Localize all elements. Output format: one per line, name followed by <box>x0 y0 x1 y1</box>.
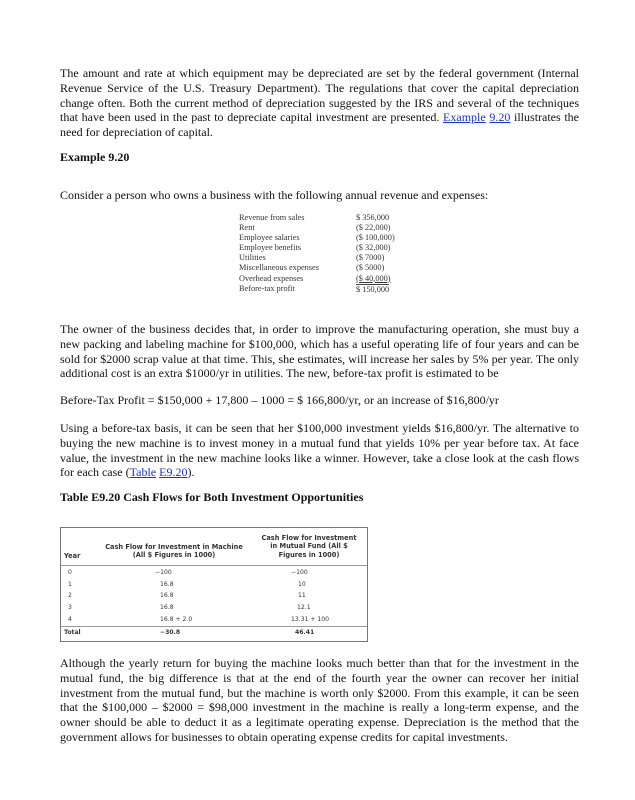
table-heading: Table E9.20 Cash Flows for Both Investment Opportunities <box>60 490 364 504</box>
year-cell: 0 <box>68 569 72 576</box>
example-link[interactable]: Example <box>443 110 486 125</box>
rent-row: Rent ($ 22,000) <box>239 223 391 233</box>
machine-cell: 16.8 <box>160 581 174 588</box>
fund-cell: 12.1 <box>297 604 311 611</box>
fund-cell: 10 <box>298 581 306 588</box>
machine-header: Cash Flow for Investment in Machine (All $ Figures in 1000) <box>105 543 243 560</box>
fund-cell: 11 <box>298 592 306 599</box>
year-cell: 1 <box>68 581 72 588</box>
salaries-row: Employee salaries ($ 100,000) <box>239 233 395 243</box>
cash-flow-table <box>60 527 368 642</box>
comparison-paragraph <box>60 421 579 480</box>
table-link[interactable]: Table <box>129 465 157 480</box>
revenue-row: Revenue from sales $ 356,000 <box>239 213 390 222</box>
year-header: Year <box>64 552 81 560</box>
overhead-row: Overhead expenses ($ 40,000) <box>239 273 391 283</box>
misc-row: Miscellaneous expenses ($ 5000) <box>239 263 385 273</box>
fund-header: Cash Flow for Investment in Mutual Fund (All $ Figures in 1000) <box>261 534 357 559</box>
machine-cell: 16.8 + 2.0 <box>160 616 193 623</box>
total-label: Total <box>64 629 81 636</box>
comparison-text: Using a before-tax basis, it can be seen that her $100,000 investment yields $16,800/yr. The alternative to buying the new machine is to invest money in a mutual fund that yields 10% per year before tax. At face value, the investment in the new machine looks like a winner. However, take a close look at the cash flows for each case ( <box>60 421 579 480</box>
revenue-expense-table <box>239 213 409 294</box>
comparison-text-end: ). <box>187 465 195 480</box>
fund-cell: −100 <box>291 569 308 576</box>
profit-equation: Before-Tax Profit = $150,000 + 17,800 – 1000 = $ 166,800/yr, or an increase of $16,800/yr <box>60 393 499 407</box>
scenario-paragraph: Consider a person who owns a business with the following annual revenue and expenses: <box>60 188 489 202</box>
example-number-link[interactable]: 9.20 <box>489 110 511 125</box>
fund-total: 46.41 <box>295 629 315 636</box>
total-divider <box>61 626 367 627</box>
utilities-row: Utilities ($ 7000) <box>239 253 385 263</box>
intro-text-end: illustrates the need for depreciation of capital. <box>60 110 579 140</box>
year-cell: 3 <box>68 604 72 611</box>
machine-cell: 16.8 <box>160 592 174 599</box>
machine-cell: 16.8 <box>160 604 174 611</box>
intro-paragraph <box>60 66 579 140</box>
intro-text: The amount and rate at which equipment may be depreciated are set by the federal government (Internal Revenue Service of the U.S. Treasury Department). The regulations that cover the capital depreciation change often. Both the current method of depreciation suggested by the IRS and several of the techniques that have been used in the past to depreciate capital investment are presented. <box>60 66 579 125</box>
fund-cell: 13.31 + 100 <box>291 616 330 623</box>
machine-paragraph: The owner of the business decides that, in order to improve the manufacturing operation, she must buy a new packing and labeling machine for $100,000, which has a useful operating life of four years and can be sold for $2000 scrap value at that time. This, she estimates, will increase her sales by 5% per year. The only additional cost is an extra $1000/yr in utilities. The new, before-tax profit is estimated to be <box>60 322 579 381</box>
table-number-link[interactable]: E9.20 <box>159 465 188 480</box>
conclusion-paragraph: Although the yearly return for buying the machine looks much better than that for the investment in the mutual fund, the big difference is that at the end of the fourth year the owner can recover her initial investment from the mutual fund, but the machine is worth only $2000. From this example, it can be seen that the $100,000 – $2000 = $98,000 investment in the machine is really a long-term expense, and the owner should be able to deduct it as a legitimate operating expense. Depreciation is the method that the government allows for businesses to obtain operating expense credits for capital investments. <box>60 656 579 744</box>
machine-total: −30.8 <box>160 629 181 636</box>
benefits-row: Employee benefits ($ 32,000) <box>239 243 391 253</box>
year-cell: 4 <box>68 616 72 623</box>
header-divider <box>61 565 367 566</box>
profit-row: Before-tax profit $ 150,000 <box>239 283 390 294</box>
machine-cell: −100 <box>155 569 172 576</box>
year-cell: 2 <box>68 592 72 599</box>
example-heading: Example 9.20 <box>60 150 130 164</box>
